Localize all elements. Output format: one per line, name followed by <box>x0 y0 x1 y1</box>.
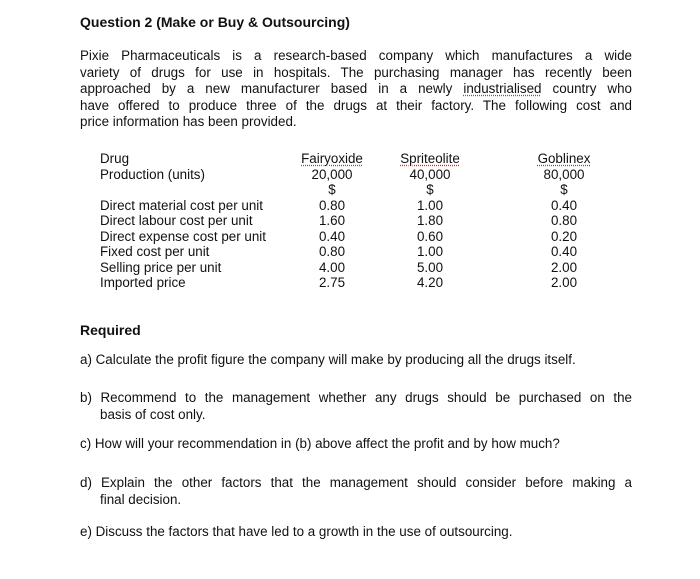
intro-line: Pixie Pharmaceuticals is a research-based company which manufactures a wide <box>80 48 632 63</box>
table-cell: 0.40 <box>550 244 578 259</box>
currency-symbol: $ <box>560 182 568 197</box>
intro-line-part: country who <box>552 81 632 96</box>
table-cell: 0.60 <box>416 228 444 244</box>
row-label: Direct labour cost per unit <box>100 213 253 228</box>
required-heading: Required <box>80 322 141 338</box>
intro-line: price information has been provided. <box>80 114 297 129</box>
intro-paragraph <box>80 48 632 131</box>
table-cell: 5.00 <box>416 259 444 275</box>
question-b <box>80 390 632 423</box>
drug-name-fairyoxide: Fairyoxide <box>301 151 363 166</box>
row-label: Direct material cost per unit <box>100 197 263 213</box>
table-cell: 0.80 <box>550 213 578 228</box>
table-cell: 2.00 <box>550 275 578 290</box>
currency-symbol: $ <box>328 182 336 197</box>
row-label: Direct expense cost per unit <box>100 228 266 244</box>
table-cell: 0.80 <box>318 197 346 213</box>
table-cell: 4.20 <box>416 275 444 290</box>
question-line: a) Calculate the profit figure the company will make by producing all the drugs itself. <box>80 352 576 367</box>
question-line: basis of cost only. <box>100 406 206 422</box>
table-cell: 0.40 <box>550 197 578 213</box>
table-cell: 1.00 <box>416 197 444 213</box>
question-d <box>80 475 632 508</box>
intro-line-part: approached by a new manufacturer based in a newly <box>80 81 453 96</box>
spellcheck-word: industrialised <box>463 81 542 96</box>
table-cell: 1.00 <box>416 244 444 259</box>
intro-line: have offered to produce three of the drugs at their factory. The following cost and <box>80 97 632 113</box>
table-cell: 0.80 <box>318 244 346 259</box>
table-cell: 2.00 <box>550 259 578 275</box>
intro-line <box>80 81 632 98</box>
question-line: c) How will your recommendation in (b) above affect the profit and by how much? <box>80 436 560 451</box>
question-line: e) Discuss the factors that have led to a growth in the use of outsourcing. <box>80 524 513 539</box>
drug-label: Drug <box>100 151 130 166</box>
table-cell: 0.40 <box>318 228 346 244</box>
currency-symbol: $ <box>426 182 434 197</box>
question-a <box>80 352 632 369</box>
question-e <box>80 524 632 541</box>
drug-name-goblinex: Goblinex <box>537 151 591 166</box>
row-label: Fixed cost per unit <box>100 244 210 259</box>
table-cell: 1.60 <box>318 213 346 228</box>
table-cell: 1.80 <box>416 213 444 228</box>
question-line: final decision. <box>100 491 182 507</box>
production-units: 20,000 <box>311 166 353 182</box>
table-cell: 0.20 <box>550 228 578 244</box>
row-label: Imported price <box>100 275 186 290</box>
production-units: 40,000 <box>409 166 451 182</box>
production-units: 80,000 <box>543 166 585 182</box>
table-cell: 2.75 <box>318 275 346 290</box>
intro-line: variety of drugs for use in hospitals. The purchasing manager has recently been <box>80 64 632 80</box>
question-c <box>80 436 632 453</box>
production-label: Production (units) <box>100 166 205 182</box>
question-line: d) Explain the other factors that the management should consider before making a <box>80 475 632 490</box>
question-heading: Question 2 (Make or Buy & Outsourcing) <box>80 14 350 30</box>
drug-name-spriteolite: Spriteolite <box>400 151 460 166</box>
table-cell: 4.00 <box>318 259 346 275</box>
question-line: b) Recommend to the management whether any drugs should be purchased on the <box>80 390 632 405</box>
row-label: Selling price per unit <box>100 259 222 275</box>
